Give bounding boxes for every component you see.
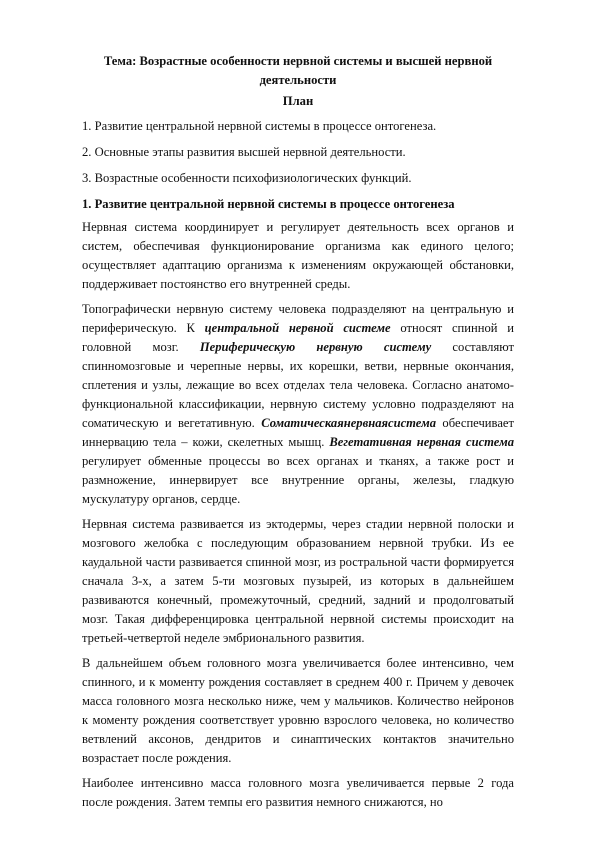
term-pns: Периферическую нервную систему [199, 340, 432, 354]
paragraph-2-text-2: относят спинной и головной мозг. [82, 321, 514, 354]
section-heading: 1. Развитие центральной нервной системы в процессе онтогенеза [82, 197, 455, 211]
paragraph-4: В дальнейшем объем головного мозга увеличивается более интенсивно, чем спинного, и к моменту рождения составляет в среднем 400 г. Причем у девочек масса головного мозга несколько ниже, чем у мальчиков. Количество нейронов к моменту рождения соответствует уровню взрослого человека, но количество ветвлений аксонов, дендритов и синаптических контактов значительно возрастает после рождения. [82, 656, 514, 765]
plan-item-1: 1. Развитие центральной нервной системы в процессе онтогенеза. [82, 119, 437, 133]
term-cns: центральной нервной системе [204, 321, 391, 335]
plan-item-3: 3. Возрастные особенности психофизиологических функций. [82, 171, 412, 185]
paragraph-2-text-1: Топографически нервную систему человека подразделяют на центральную и периферическую. К [82, 302, 514, 335]
document-page [82, 52, 514, 818]
plan-item-2: 2. Основные этапы развития высшей нервной деятельности. [82, 145, 406, 159]
paragraph-2-text-4: обеспечивает иннервацию тела – кожи, скелетных мышц. [82, 416, 514, 449]
document-title: Тема: Возрастные особенности нервной системы и высшей нервной деятельности [103, 54, 493, 87]
paragraph-2-text-3: составляют спинномозговые и черепные нервы, их корешки, ветви, нервные окончания, сплетения и узлы, лежащие во всех отделах тела человека. Согласно анатомо-функциональной классификации, нервную систему условно подразделяют на соматическую и вегетативную. [82, 340, 515, 430]
paragraph-3: Нервная система развивается из эктодермы, через стадии нервной полоски и мозгового желобка с последующим образованием нервной трубки. Из ее каудальной части развивается спинной мозг, из ростральной части формируется сначала 3-х, а затем 5-ти мозговых пузырей, из которых в дальнейшем развиваются конечный, промежуточный, средний, задний и продолговатый мозг. Такая дифференцировка центральной нервной системы происходит на третьей-четвертой неделе эмбрионального развития. [82, 517, 514, 645]
term-somatic: Соматическаянервнаясистема [261, 416, 437, 430]
paragraph-1: Нервная система координирует и регулирует деятельность всех органов и систем, обеспечивая функционирование организма как единого целого; осуществляет адаптацию организма к изменениям окружающей обстановки, поддерживает постоянство его внутренней среды. [82, 220, 514, 291]
plan-heading: План [282, 94, 314, 108]
paragraph-2-text-5: регулирует обменные процессы во всех органах и тканях, а также рост и размножение, иннервирует все внутренние органы, железы, гладкую мускулатуру органов, сердце. [82, 454, 514, 506]
paragraph-5: Наиболее интенсивно масса головного мозга увеличивается первые 2 года после рождения. Затем темпы его развития немного снижаются, но [82, 776, 514, 809]
paragraph-2 [82, 300, 514, 509]
term-autonomic: Вегетативная нервная система [329, 435, 515, 449]
